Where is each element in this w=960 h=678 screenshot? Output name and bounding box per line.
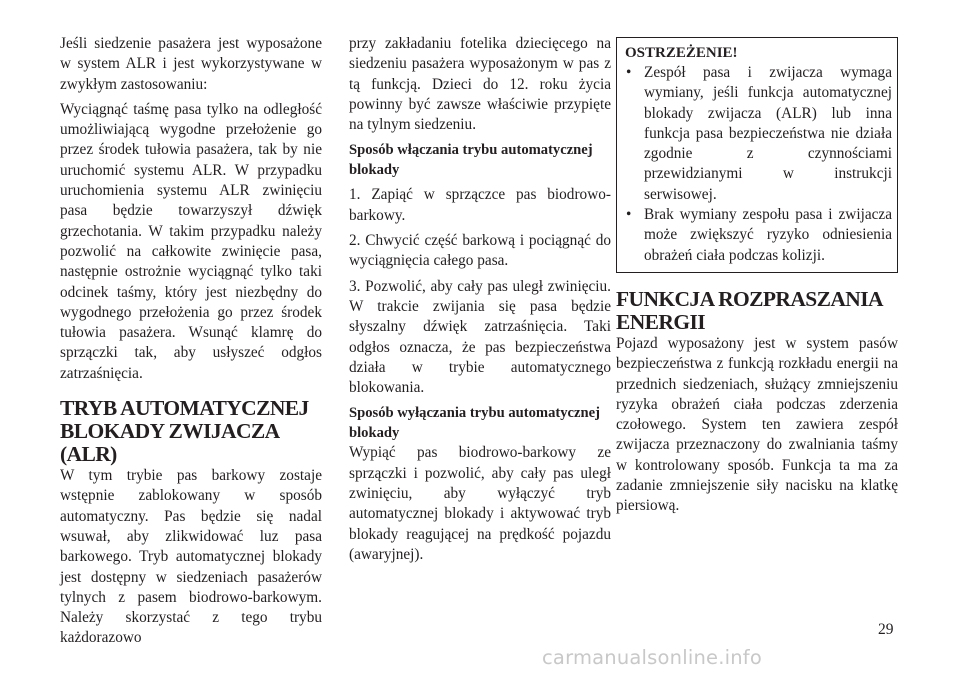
paragraph-energy-management: Pojazd wyposażony jest w system pasów bezpieczeństwa z funkcją rozkładu energii na przednich siedzeniach, służący zmniejszeniu ryzyka obrażeń ciała podczas zderzenia czołowego. System ten zawiera zespół zwijacza przeznaczony do zwalniania taśmy w kontrolowany sposób. Funkcja ta ma za zadanie zmniejszenie siły nacisku na klatkę piersiową.: [616, 334, 898, 515]
paragraph-child-seat: przy zakładaniu fotelika dziecięcego na siedzeniu pasażera wyposażonym w pas z tą funkcją. Dzieci do 12. roku życia powinny być zawsze właściwie przypięte na tylnym siedzeniu.: [349, 35, 611, 134]
paragraph-disable-alr: Wypiąć pas biodrowo-barkowy ze sprzączki i pozwolić, aby cały pas uległ zwinięciu, aby wyłączyć tryb automatycznej blokady i aktywować tryb blokady reagującej na prędkość pojazdu (awaryjnej).: [349, 444, 611, 563]
step-1: 1. Zapiąć w sprzączce pas biodrowo-barkowy.: [349, 186, 611, 224]
warning-list: [625, 63, 892, 266]
bullet-icon: •: [626, 64, 632, 81]
warning-item: • Zespół pasa i zwijacza wymaga wymiany, jeśli funkcja automatycznej blokady zwijacza (ALR) lub inna funkcja pasa bezpieczeństwa nie działa zgodnie z czynnościami przewidzianymi w instrukcji serwisowej.: [626, 64, 892, 203]
paragraph-alr-instructions: Wyciągnąć taśmę pasa tylko na odległość umożliwiającą wygodne przełożenie go przez środek tułowia pasażera, tak by nie uruchomić systemu ALR. W przypadku uruchomienia systemu ALR zwinięciu pasa będzie towarzyszył dźwięk grzechotania. W takim przypadku należy pozwolić na całkowite zwinięcie pasa, następnie ostrożnie wyciągnąć tylko taki odcinek taśmy, który jest niezbędny do wygodnego przełożenia go przez środek tułowia pasażera. Wsunąć klamrę do sprzączki tak, aby usłyszeć odgłos zatrzaśnięcia.: [60, 100, 322, 382]
watermark: carmanualsonline.info: [542, 646, 762, 669]
heading-alr-mode: TRYB AUTOMATYCZNEJ BLOKADY ZWIJACZA (ALR): [60, 396, 309, 467]
warning-box: [616, 37, 898, 273]
column-right: [616, 34, 898, 517]
paragraph-alr-description: W tym trybie pas barkowy zostaje wstępnie zablokowany w sposób automatyczny. Pas będzie się nadal wsuwał, aby zlikwidować luz pasa barkowego. Tryb automatycznej blokady jest dostępny w siedzeniach pasażerów tylnych z pasem biodrowo-barkowym. Należy skorzystać z tego trybu każdorazowo: [60, 467, 322, 647]
step-3: 3. Pozwolić, aby cały pas uległ zwinięciu. W trakcie zwijania się pasa będzie słyszalny dźwięk zatrzaśnięcia. Taki odgłos oznacza, że pas bezpieczeństwa działa w trybie automatycznego blokowania.: [349, 277, 611, 397]
column-middle: [349, 34, 611, 565]
subheading-disable-alr: Sposób wyłączania trybu automatycznej blokady: [349, 405, 600, 442]
page-number: 29: [878, 621, 894, 638]
column-left: [60, 34, 322, 649]
paragraph-alr-intro: Jeśli siedzenie pasażera jest wyposażone w system ALR i jest wykorzystywane w zwykłym zastosowaniu:: [60, 35, 322, 93]
step-2: 2. Chwycić część barkową i pociągnąć do wyciągnięcia całego pasa.: [349, 232, 611, 270]
bullet-icon: •: [626, 206, 632, 224]
warning-item: • Brak wymiany zespołu pasa i zwijacza może zwiększyć ryzyko odniesienia obrażeń ciała podczas kolizji.: [626, 206, 892, 264]
subheading-enable-alr: Sposób włączania trybu automatycznej blokady: [349, 142, 593, 179]
heading-energy-management: FUNKCJA ROZPRASZANIA ENERGII: [616, 286, 882, 334]
warning-title: OSTRZEŻENIE!: [625, 45, 738, 61]
